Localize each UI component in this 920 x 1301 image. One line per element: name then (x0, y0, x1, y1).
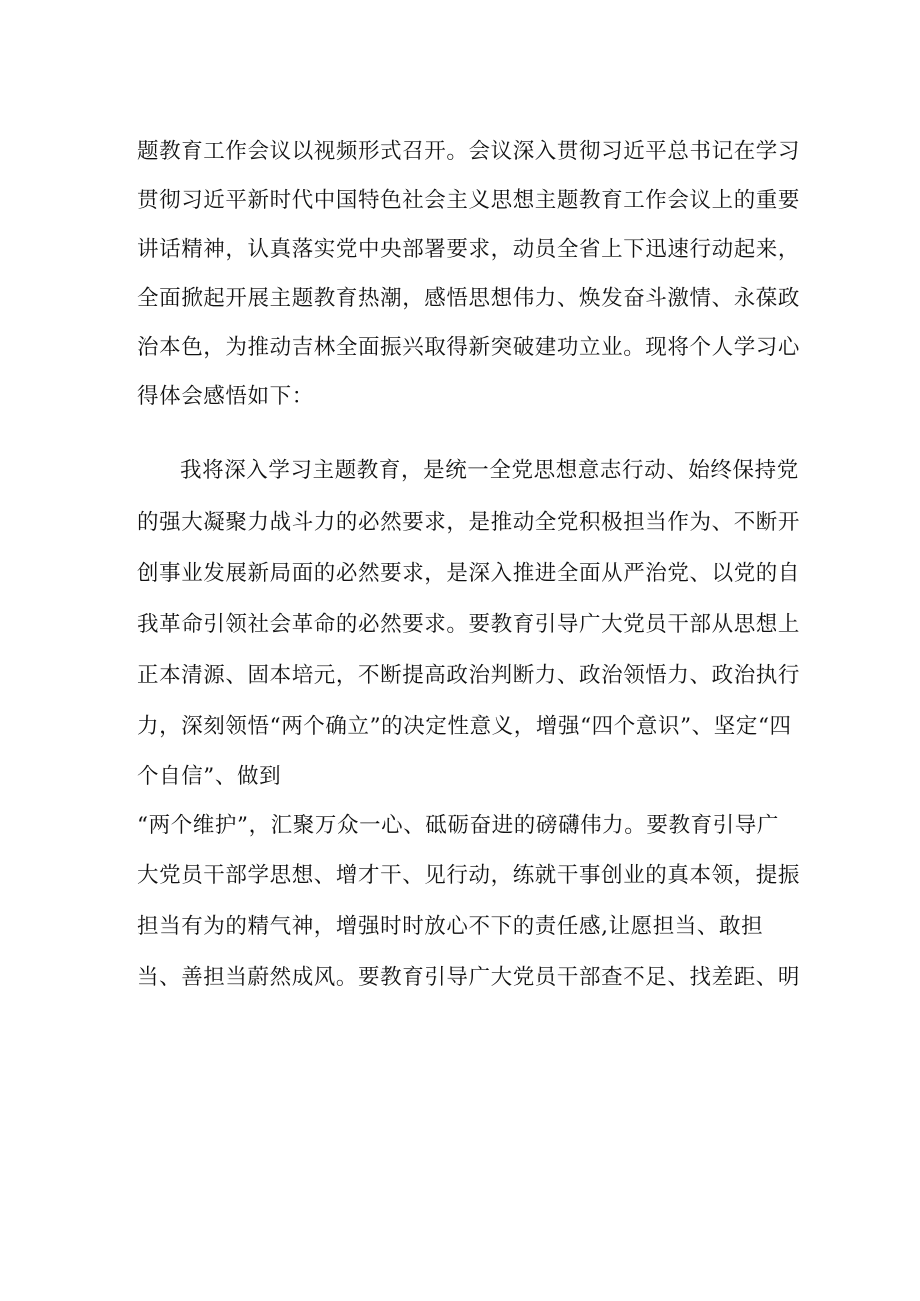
text-line: 正本清源、固本培元，不断提高政治判断力、政治领悟力、政治执行 (137, 663, 801, 688)
text-line: 得体会感悟如下： (137, 384, 314, 409)
text-line: 讲话精神，认真落实党中央部署要求，动员全省上下迅速行动起来， (137, 237, 801, 262)
text-line: 担当有为的精气神，增强时时放心不下的责任感,让愿担当、敢担 (137, 914, 764, 939)
text-line: 贯彻习近平新时代中国特色社会主义思想主题教育工作会议上的重要 (137, 188, 801, 213)
text-line: “两个维护”，汇聚万众一心、砥砺奋进的磅礴伟力。要教育引导广 (137, 813, 779, 838)
text-line: 创事业发展新局面的必然要求，是深入推进全面从严治党、以党的自 (137, 561, 801, 586)
text-line: 全面掀起开展主题教育热潮，感悟思想伟力、焕发奋斗激情、永葆政 (137, 286, 801, 311)
text-line: 当、善担当蔚然成风。要教育引导广大党员干部查不足、找差距、明 (137, 965, 801, 990)
paragraph-first-line: 我将深入学习主题教育，是统一全党思想意志行动、始终保持党 (180, 458, 799, 483)
text-line: 力，深刻领悟“两个确立”的决定性意义，增强“四个意识”、坚定“四 (137, 714, 792, 739)
text-line: 题教育工作会议以视频形式召开。会议深入贯彻习近平总书记在学习 (137, 139, 801, 164)
text-line: 的强大凝聚力战斗力的必然要求，是推动全党积极担当作为、不断开 (137, 510, 801, 535)
text-line: 治本色，为推动吉林全面振兴取得新突破建功立业。现将个人学习心 (137, 335, 801, 360)
text-line: 个自信”、做到 (137, 764, 282, 789)
text-line: 我革命引领社会革命的必然要求。要教育引导广大党员干部从思想上 (137, 612, 801, 637)
text-line: 大党员干部学思想、增才干、见行动，练就干事创业的真本领，提振 (137, 863, 801, 888)
